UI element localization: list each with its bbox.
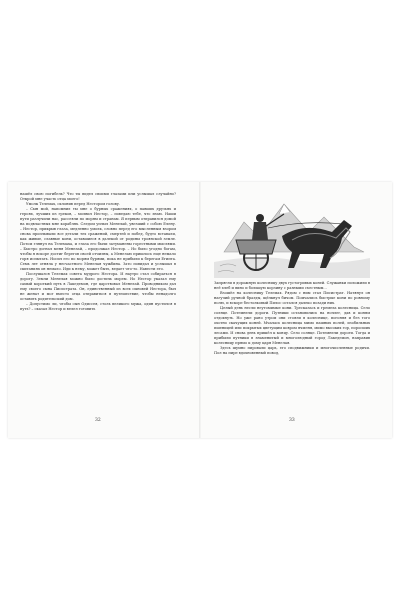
paragraph: Умолк Телемах, склонив перед Нестором голову. xyxy=(26,202,120,206)
paragraph: Послушался Телемах совета мудрого Нестора. И наутро стал собираться в дорогу. Земли Менелая можно было достичь морем. Но Нестор указал ему самый короткий путь в Лакедемон, где царствовал Менелай. Проводником дал ему своего сына Писистрата. Он, единственный из всех сыновей Нестора, был не женат и мог вместо отца отправиться в путешествие, чтобы ненадолго оставить родительский дом. xyxy=(20,272,176,301)
left-page-text xyxy=(20,192,176,312)
paragraph: – Допустимо ли, чтобы сын Одиссея, столь великого мужа, один пустился в путь? – сказал Нестор и велел готовить xyxy=(20,302,176,311)
paragraph: нашёл свою погибель? Что ты видел своими глазами или услышал случайно? Открой мне участь отца моего! xyxy=(20,192,176,201)
paragraph: Запрягли в дорожную колесницу двух густогривых коней. Служанки положили в неё хлеб и вино и большую корзину с разными съестным... xyxy=(214,281,370,290)
page-number-left: 32 xyxy=(95,418,101,423)
paragraph: Целый день несли неутомимые кони. Трескалась и гремела колесница. Село солнце. Потемнели дороги. Путники остановились на ночлег, дав и коням отдохнуть. Но уже рано утром они стояли в колеснице, погоняя и без того охотно скачущих коней. Мчалась колесница мимо пашных полей, изобильных пшеницей или покрытых цветущим ковром ячменя, мимо высоких гор, поросших лесами. И снова день пришёл к концу. Село солнце. Потемнели дороги. Тогда и прибыли путники в знаменитый и многолюдный город Лакедемон, направив колесницу прямо к дому царя Менелая. xyxy=(214,306,371,345)
paragraph: Взошёл на колесницу Телемах. Рядом с ним стал Писистрат. Натянул он нагучий ручной бразды, щёлкнул бичом. Помчались быстрые кони по ровному полю, и вскоре бестолковый Пилос остался далеко позади них. xyxy=(214,291,370,305)
paragraph: – Сын мой, напомнил ты мне о бурных сражениях, о павших друзьях и героях, лучших из греков, – молвил Нестор, – поведаю тебе, что знаю. Наши пути разлучили нас, рассеяли по морям и странам. Я первым отправился домой на подвластных мне кораблях. Следом уплыл Менелай, увезший с собою Елену. – Нестор, прикрыв глаза, медленно умолк, словно перед его мысленным взором снова проплывали все детали тех сражений, смертей и побед, будто вставали, как живые, славные кони, оставшиеся в далекой от родины троянской земле. Потом глянул на Телемаха, и глаза его были затуманены горестными мыслями. – Быстро догнал меня Менелай, – продолжал Нестор. – Но было угодно богам, чтобы я вскоре достиг берегов своей отчизны, а Менелаю пришлось еще немало горя испытать. Носил его по морям бурями, пока не прибыли к берегам Египта. Семь лет отняла у несчастного Менелая чужбина. Зато повидал и услышал в скитаниях он немало. Иди к нему, может быть, ведает что-то. Навести его. xyxy=(20,207,176,271)
book-gutter xyxy=(199,182,201,438)
chariot-illustration-icon xyxy=(214,192,370,278)
page-number-right: 33 xyxy=(289,418,295,423)
right-page-text xyxy=(214,281,370,356)
paragraph: Здесь шумно пировали царь, его сподвижники и многочисленные родичи. Пол на пире вдохновенный повод, xyxy=(214,346,370,355)
